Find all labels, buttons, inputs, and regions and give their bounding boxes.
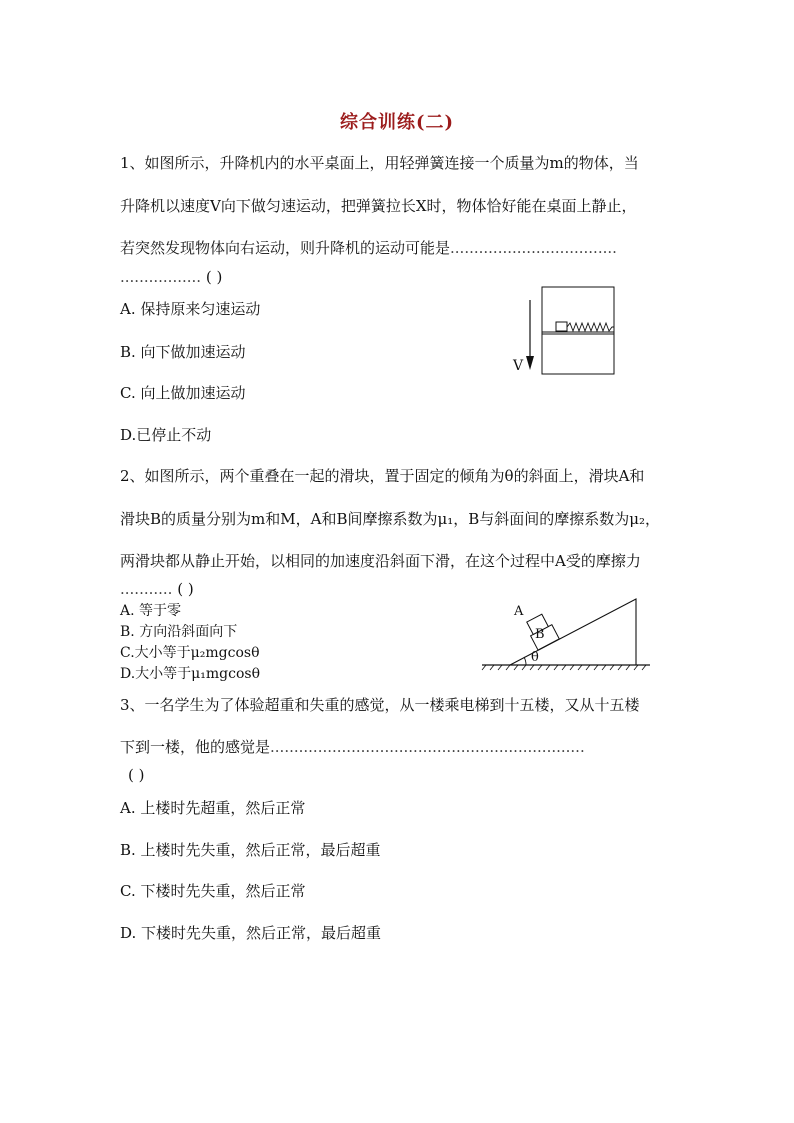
q1-option-a: A. 保持原来匀速运动 — [120, 300, 261, 318]
q3-option-c: C. 下楼时先失重，然后正常 — [120, 882, 306, 900]
q1-line-4-dots: ................. — [120, 268, 202, 286]
theta-label: θ — [531, 650, 539, 665]
q2-line-4 — [120, 580, 194, 598]
q1-option-b: B. 向下做加速运动 — [120, 343, 246, 361]
q2-option-d: D.大小等于μ₁mgcosθ — [120, 666, 261, 682]
q2-incline-svg — [478, 592, 658, 674]
q1-line-3-text: 若突然发现物体向右运动，则升降机的运动可能是 — [120, 239, 451, 257]
q2-option-a: A. 等于零 — [120, 603, 182, 619]
q3-option-a: A. 上楼时先超重，然后正常 — [120, 799, 306, 817]
velocity-label: V — [513, 358, 524, 374]
q1-line-1: 1、如图所示，升降机内的水平桌面上，用轻弹簧连接一个质量为m的物体，当 — [120, 154, 639, 172]
page-title: 综合训练(二) — [339, 112, 455, 133]
q1-option-c: C. 向上做加速运动 — [120, 384, 246, 402]
q2-line-2: 滑块B的质量分别为m和M，A和B间摩擦系数为μ₁，B与斜面间的摩擦系数为μ₂， — [120, 510, 661, 528]
q3-line-1: 3、一名学生为了体验超重和失重的感觉，从一楼乘电梯到十五楼，又从十五楼 — [120, 696, 640, 714]
q1-line-3 — [120, 237, 617, 258]
q1-line-4 — [120, 268, 222, 286]
block-b-label: B — [535, 627, 545, 642]
q2-incline-figure — [478, 592, 658, 674]
q2-line-3: 两滑块都从静止开始，以相同的加速度沿斜面下滑，在这个过程中A受的摩擦力 — [120, 552, 641, 570]
q2-line-1: 2、如图所示，两个重叠在一起的滑块，置于固定的倾角为θ的斜面上，滑块A和 — [120, 467, 645, 485]
block-a-label: A — [514, 604, 524, 619]
ground-hatch — [482, 665, 646, 670]
q2-option-b: B. 方向沿斜面向下 — [120, 624, 238, 640]
q1-answer-blank: ( ) — [205, 268, 223, 286]
theta-arc — [524, 657, 526, 665]
q3-line-2 — [120, 736, 585, 757]
q3-option-d: D. 下楼时先失重，然后正常，最后超重 — [120, 924, 382, 942]
q2-line-4-dots: ........... — [120, 580, 173, 598]
spring — [567, 323, 614, 331]
q2-option-c: C.大小等于μ₂mgcosθ — [120, 645, 260, 661]
q2-answer-blank: ( ) — [177, 580, 194, 598]
q3-line-2-dots: .................................................................. — [270, 738, 585, 756]
q3-line-2-text: 下到一楼，他的感觉是 — [120, 738, 271, 756]
q3-answer-blank: ( ) — [128, 766, 145, 784]
block-mass — [556, 322, 567, 331]
incline-triangle — [510, 599, 636, 665]
q1-option-d: D.已停止不动 — [120, 426, 212, 444]
q1-line-2: 升降机以速度V向下做匀速运动，把弹簧拉长X时，物体恰好能在桌面上静止， — [120, 197, 637, 215]
velocity-arrow-head — [526, 356, 534, 370]
q1-elevator-figure — [505, 280, 625, 380]
q1-line-3-dots: ................................... — [450, 239, 617, 257]
q3-option-b: B. 上楼时先失重，然后正常，最后超重 — [120, 841, 381, 859]
